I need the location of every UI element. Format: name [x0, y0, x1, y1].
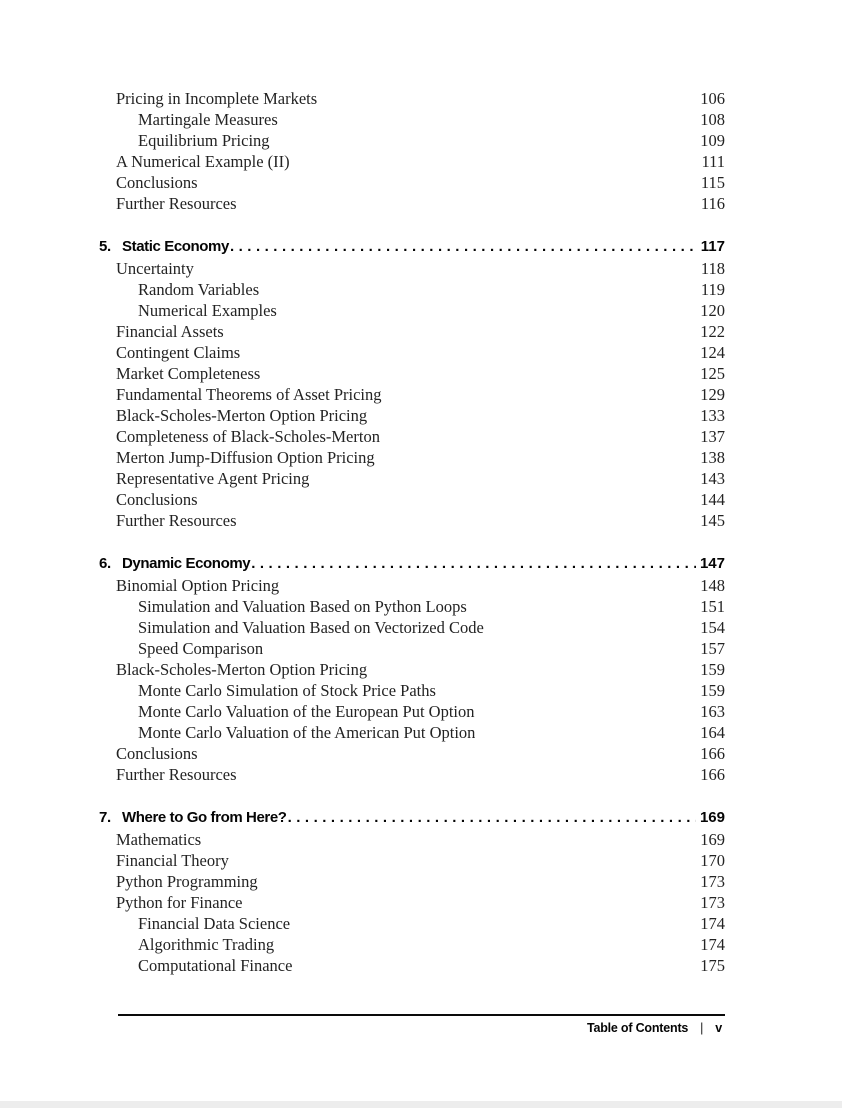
toc-entry — [99, 659, 725, 680]
toc-entry — [99, 447, 725, 468]
toc-entry — [99, 764, 725, 785]
toc-entry — [99, 258, 725, 279]
toc-entry — [99, 850, 725, 871]
toc-entry-title: Python for Finance — [116, 893, 243, 912]
toc-entry-page-number: 169 — [700, 830, 725, 849]
toc-entry-title: Further Resources — [116, 765, 237, 784]
toc-entry-title: Financial Data Science — [138, 914, 291, 933]
chapter-page-number: 169 — [699, 809, 725, 826]
toc-entry-page-number: 170 — [700, 851, 725, 870]
chapter-title: Dynamic Economy — [122, 555, 251, 572]
toc-entry-title: Merton Jump-Diffusion Option Pricing — [116, 448, 375, 467]
toc-entry — [99, 321, 725, 342]
toc-entry-title: Market Completeness — [116, 364, 261, 383]
toc-entry — [99, 680, 725, 701]
toc-entry-page-number: 154 — [700, 618, 725, 637]
toc-entry-page-number: 173 — [700, 872, 725, 891]
chapter-title: Static Economy — [122, 238, 229, 255]
toc-entry-title: Monte Carlo Valuation of the American Put Option — [138, 723, 476, 742]
toc-entry-page-number: 148 — [700, 576, 725, 595]
toc-entry-title: Contingent Claims — [116, 343, 241, 362]
footer-rule — [118, 1014, 725, 1016]
chapter-page-number: 117 — [700, 238, 725, 255]
toc-entry — [99, 426, 725, 447]
toc-entry — [99, 193, 725, 214]
footer-separator: | — [700, 1021, 704, 1035]
toc-entry-page-number: 166 — [700, 765, 725, 784]
toc-chapter-heading — [99, 235, 725, 258]
toc-continuation-section — [99, 88, 725, 214]
toc-entry-page-number: 151 — [700, 597, 725, 616]
toc-entry-title: Monte Carlo Valuation of the European Put Option — [138, 702, 475, 721]
toc-entry-title: Algorithmic Trading — [138, 935, 275, 954]
toc-entry — [99, 913, 725, 934]
toc-entry-page-number: 111 — [701, 152, 725, 171]
toc-entry-page-number: 173 — [700, 893, 725, 912]
chapter-number: 7. — [99, 809, 111, 826]
table-of-contents — [99, 88, 725, 976]
chapter-number: 6. — [99, 555, 111, 572]
toc-entry-page-number: 166 — [700, 744, 725, 763]
toc-entry-page-number: 119 — [700, 280, 725, 299]
toc-entry — [99, 722, 725, 743]
toc-entry — [99, 172, 725, 193]
toc-entry — [99, 829, 725, 850]
toc-entry-title: Martingale Measures — [138, 110, 278, 129]
toc-entry-page-number: 133 — [700, 406, 725, 425]
toc-entry-title: Financial Theory — [116, 851, 229, 870]
toc-entry — [99, 130, 725, 151]
toc-entry — [99, 701, 725, 722]
toc-entry-title: Pricing in Incomplete Markets — [116, 89, 318, 108]
toc-entry-page-number: 145 — [700, 511, 725, 530]
toc-entry-title: Mathematics — [116, 830, 202, 849]
toc-entry — [99, 934, 725, 955]
toc-entry — [99, 743, 725, 764]
toc-entry — [99, 575, 725, 596]
toc-entry — [99, 151, 725, 172]
page-edge-strip — [0, 1101, 842, 1108]
toc-entry — [99, 955, 725, 976]
toc-entry — [99, 596, 725, 617]
toc-entry — [99, 109, 725, 130]
toc-entry — [99, 342, 725, 363]
footer-section-label: Table of Contents — [586, 1021, 689, 1035]
toc-entry — [99, 871, 725, 892]
toc-entry-page-number: 163 — [700, 702, 725, 721]
toc-entry — [99, 617, 725, 638]
toc-entry-title: Python Programming — [116, 872, 258, 891]
toc-entry-page-number: 175 — [700, 956, 725, 975]
toc-entry-page-number: 109 — [700, 131, 725, 150]
toc-entry — [99, 489, 725, 510]
toc-entry-title: Fundamental Theorems of Asset Pricing — [116, 385, 382, 404]
dot-leader — [251, 552, 696, 575]
toc-entry-title: Simulation and Valuation Based on Vectorized Code — [138, 618, 484, 637]
toc-entry-title: Representative Agent Pricing — [116, 469, 310, 488]
toc-chapter-section — [99, 552, 725, 785]
toc-entry-title: Numerical Examples — [138, 301, 277, 320]
toc-entry-title: Conclusions — [116, 490, 198, 509]
toc-entry-page-number: 157 — [700, 639, 725, 658]
toc-entry-title: Uncertainty — [116, 259, 194, 278]
toc-entry-title: Conclusions — [116, 744, 198, 763]
toc-entry — [99, 510, 725, 531]
toc-entry-page-number: 118 — [700, 259, 725, 278]
toc-chapter-heading — [99, 552, 725, 575]
chapter-title: Where to Go from Here? — [122, 809, 287, 826]
footer-page-number: v — [715, 1021, 722, 1035]
dot-leader — [230, 235, 697, 258]
toc-entry-page-number: 138 — [700, 448, 725, 467]
toc-entry-title: Simulation and Valuation Based on Python Loops — [138, 597, 467, 616]
page-footer — [118, 1021, 722, 1035]
toc-entry-page-number: 164 — [700, 723, 725, 742]
toc-entry — [99, 405, 725, 426]
chapter-page-number: 147 — [699, 555, 725, 572]
toc-entry-title: Completeness of Black-Scholes-Merton — [116, 427, 380, 446]
toc-entry — [99, 892, 725, 913]
toc-entry-title: Equilibrium Pricing — [138, 131, 270, 150]
toc-entry-title: A Numerical Example (II) — [116, 152, 290, 171]
toc-entry — [99, 363, 725, 384]
toc-entry-page-number: 159 — [700, 681, 725, 700]
dot-leader — [288, 806, 696, 829]
toc-entry-title: Conclusions — [116, 173, 198, 192]
toc-entry-page-number: 159 — [700, 660, 725, 679]
toc-entry — [99, 88, 725, 109]
toc-entry-title: Random Variables — [138, 280, 260, 299]
toc-entry-page-number: 115 — [700, 173, 725, 192]
toc-entry-title: Monte Carlo Simulation of Stock Price Paths — [138, 681, 436, 700]
toc-entry-title: Further Resources — [116, 194, 237, 213]
toc-entry-page-number: 122 — [700, 322, 725, 341]
toc-entry-page-number: 143 — [700, 469, 725, 488]
toc-entry-page-number: 125 — [700, 364, 725, 383]
toc-entry-title: Black-Scholes-Merton Option Pricing — [116, 406, 368, 425]
toc-entry-page-number: 144 — [700, 490, 725, 509]
toc-entry-page-number: 124 — [700, 343, 725, 362]
toc-chapter-section — [99, 806, 725, 976]
toc-entry — [99, 384, 725, 405]
toc-entry-page-number: 120 — [700, 301, 725, 320]
toc-entry-page-number: 116 — [700, 194, 725, 213]
toc-entry-page-number: 174 — [700, 935, 725, 954]
toc-entry — [99, 468, 725, 489]
toc-entry-title: Further Resources — [116, 511, 237, 530]
toc-entry-page-number: 174 — [700, 914, 725, 933]
toc-chapter-heading — [99, 806, 725, 829]
toc-entry-page-number: 108 — [700, 110, 725, 129]
toc-entry-title: Speed Comparison — [138, 639, 264, 658]
toc-entry — [99, 300, 725, 321]
toc-chapter-section — [99, 235, 725, 531]
toc-entry-page-number: 137 — [700, 427, 725, 446]
toc-entry-title: Computational Finance — [138, 956, 293, 975]
toc-entry-title: Binomial Option Pricing — [116, 576, 280, 595]
toc-entry-title: Financial Assets — [116, 322, 224, 341]
chapter-number: 5. — [99, 238, 111, 255]
toc-entry — [99, 638, 725, 659]
toc-entry-page-number: 129 — [700, 385, 725, 404]
toc-entry — [99, 279, 725, 300]
toc-entry-page-number: 106 — [700, 89, 725, 108]
toc-entry-title: Black-Scholes-Merton Option Pricing — [116, 660, 368, 679]
